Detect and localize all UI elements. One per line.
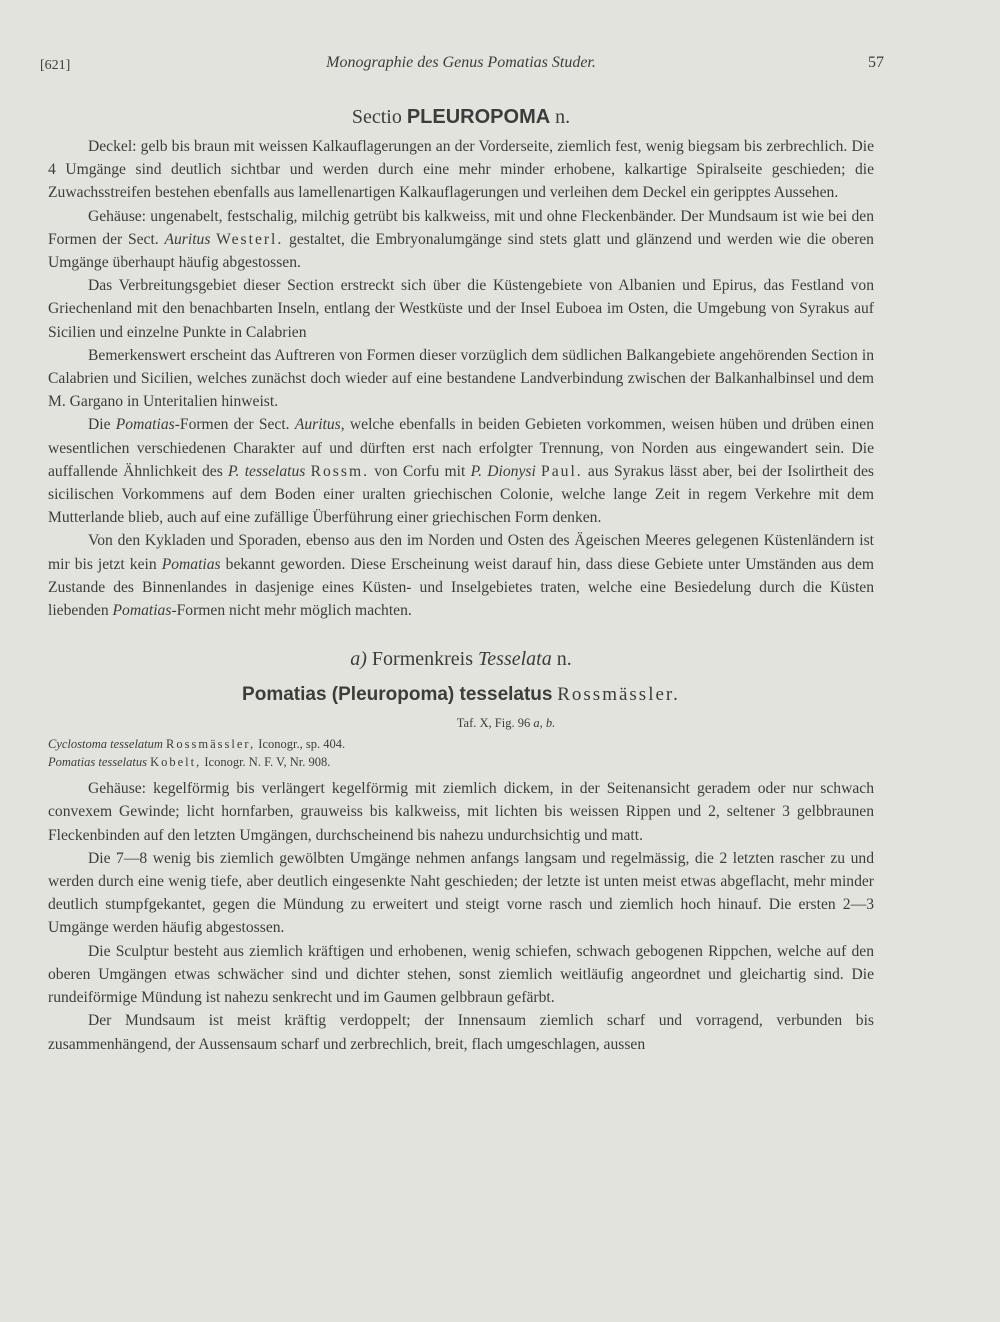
taxon-name: P. Dionysi bbox=[470, 462, 536, 480]
synonym-author: Rossmässler, bbox=[166, 737, 256, 752]
text-run: gestaltet, die Embryonalumgänge sind stets glatt und glänzend und werden wie die oberen Umgänge überhaupt häufig abgestossen. bbox=[48, 230, 874, 272]
synonym-name: Cyclostoma tesselatum bbox=[48, 737, 163, 752]
section-prefix: Sectio bbox=[351, 106, 402, 128]
taxon-name: Auritus bbox=[294, 416, 341, 434]
text-run: -Formen der Sect. bbox=[174, 416, 295, 434]
synonym-line bbox=[48, 753, 874, 771]
text-run: , welche ebenfalls in beiden Gebieten vorkommen, weisen hüben und drüben einen wesentlichen verschiedenen Charakter auf und dürften erst nach erfolgter Trennung, von Norden aus eingewandert sein. Die auffallende Ähnlichkeit des bbox=[48, 416, 874, 480]
taxon-name: Pomatias bbox=[112, 602, 172, 620]
species-name: Pomatias (Pleuropoma) tesselatus bbox=[242, 684, 553, 706]
paragraph-verbreitung: Das Verbreitungsgebiet dieser Section erstreckt sich über die Küstengebiete von Albanien und Epirus, das Festland von Griechenland mit den benachbarten Inseln, entlang der Westküste und der Insel Euboea im Osten, die Umgebung von Syrakus auf Sicilien und einzelne Punkte in Calabrien bbox=[48, 277, 874, 341]
plate-reference bbox=[48, 716, 874, 731]
plate-figs: a, b. bbox=[533, 716, 556, 731]
synonym-name: Pomatias tesselatus bbox=[48, 755, 147, 770]
page-number: 57 bbox=[868, 54, 884, 71]
section-heading bbox=[48, 106, 874, 129]
paragraph-deckel: Deckel: gelb bis braun mit weissen Kalkauflagerungen an der Vorderseite, ziemlich fest, wenig biegsam bis zerbrechlich. Die 4 Umgänge sind deutlich sichtbar und werden durch eine mehr minder erhobene, kalkartige Spiralseite geschieden; die Zuwachsstreifen bestehen ebenfalls aus lamellenartigen Kalkauflagerungen und verleihen dem Deckel ein geripptes Aussehen. bbox=[48, 138, 874, 202]
species-description bbox=[48, 777, 874, 1055]
text-run: Gehäuse: ungenabelt, festschalig, milchig getrübt bis kalkweiss, mit und ohne Fleckenbänder. Der Mundsaum ist wie bei den Formen der Sect. bbox=[48, 207, 874, 248]
synonym-ref: Iconogr., sp. 404. bbox=[258, 737, 346, 752]
taxon-name: Pomatias bbox=[115, 416, 175, 434]
synonym-line bbox=[48, 735, 874, 753]
page-ref: [621] bbox=[40, 58, 71, 73]
paragraph-shell: Gehäuse: kegelförmig bis verlängert kegelförmig mit ziemlich dickem, in der Seitenansicht geradem oder nur schwach convexem Gewinde; licht hornfarben, grauweiss bis kalkweiss, mit lichten bis weissen Rippen und 2, seltener 3 gelbbraunen Fleckenbinden auf den letzten Umgängen, durchscheinend bis nahezu undurchsichtig und matt. bbox=[48, 780, 874, 844]
taxon-name: P. tesselatus bbox=[228, 462, 306, 480]
subsection-heading bbox=[48, 644, 874, 674]
text-run: bekannt geworden. Diese Erscheinung weist darauf hin, dass diese Gebiete unter Umständen aus dem Zustande des Binnenlandes in dasjenige eines Küsten- und Inselgebietes traten, welche eine Besiedelung durch die Küsten liebenden bbox=[48, 555, 874, 620]
synonym-author: Kobelt, bbox=[150, 755, 202, 770]
subsection-suffix: n. bbox=[556, 648, 572, 671]
subsection-label: a) bbox=[350, 648, 367, 671]
author-name: Rossm. bbox=[310, 462, 369, 480]
running-title: Monographie des Genus Pomatias Studer. bbox=[326, 54, 596, 71]
paragraph-sculpture: Die Sculptur besteht aus ziemlich kräftigen und erhobenen, wenig schiefen, schwach gebogenen Rippchen, welche auf den oberen Umgängen etwas schwächer sind und dichter stehen, sonst ziemlich weitläufig angeordnet und gleichartig sind. Die rundeiförmige Mündung ist nahezu senkrecht und im Gaumen gelbbraun gefärbt. bbox=[48, 942, 874, 1007]
text-run: aus Syrakus lässt aber, bei der Isolirtheit des sicilischen Vorkommens auf dem Boden einer uralten griechischen Colonie, welche lange Zeit in regem Verkehre mit dem Mutterlande blieb, auch auf eine zufällige Überführung einer griechischen Form denken. bbox=[48, 462, 874, 527]
subsection-text: Formenkreis bbox=[371, 648, 474, 671]
subsection-name: Tesselata bbox=[478, 648, 552, 671]
text-run: von Corfu mit bbox=[368, 462, 471, 480]
synonym-ref: Iconogr. N. F. V, Nr. 908. bbox=[204, 755, 331, 770]
page bbox=[40, 48, 884, 1056]
paragraph-gehaeuse bbox=[48, 205, 874, 275]
running-head bbox=[40, 48, 884, 78]
taxon-name: Pomatias bbox=[161, 555, 221, 573]
paragraph-kykladen bbox=[48, 529, 874, 622]
plate-ref: Taf. X, Fig. 96 bbox=[456, 716, 531, 731]
author-name: Paul. bbox=[541, 462, 583, 480]
text-run: Die bbox=[88, 416, 116, 434]
text-run: Von den Kykladen und Sporaden, ebenso aus den im Norden und Osten des Ägeischen Meeres gelegenen Küstenländern ist mir bis jetzt kein bbox=[48, 532, 874, 573]
taxon-name: Auritus bbox=[164, 230, 211, 248]
section-suffix: n. bbox=[555, 106, 571, 128]
text-run: -Formen nicht mehr möglich machten. bbox=[171, 602, 412, 620]
section-name: PLEUROPOMA bbox=[406, 106, 551, 128]
paragraph-peristome: Der Mundsaum ist meist kräftig verdoppelt; der Innensaum ziemlich scharf und vorragend, verbunden bis zusammenhängend, der Aussensaum scharf und zerbrechlich, breit, flach umgeschlagen, aussen bbox=[48, 1012, 874, 1053]
paragraph-pomatias-formen bbox=[48, 413, 874, 529]
author-name: Westerl. bbox=[216, 230, 284, 248]
species-author: Rossmässler. bbox=[557, 684, 680, 706]
paragraph-bemerkenswert: Bemerkenswert erscheint das Auftreren von Formen dieser vorzüglich dem südlichen Balkangebiete angehörenden Section in Calabrien und Sicilien, welches zunächst doch wieder auf eine bestandene Landverbindung zwischen der Balkanhalbinsel und dem M. Gargano in Unteritalien hinweist. bbox=[48, 346, 874, 411]
synonymy bbox=[48, 735, 874, 771]
species-heading bbox=[48, 682, 874, 708]
paragraph-whorls: Die 7—8 wenig bis ziemlich gewölbten Umgänge nehmen anfangs langsam und regelmässig, die 2 letzten rascher zu und werden durch eine wenig tiefe, aber deutlich eingesenkte Naht geschieden; der letzte ist unten meist etwas abgeflacht, mehr minder deutlich stumpfgekantet, gegen die Mündung zu erweitert und steigt vorne rasch und ziemlich hoch hinauf. Die ersten 2—3 Umgänge werden häufig abgestossen. bbox=[48, 849, 874, 937]
